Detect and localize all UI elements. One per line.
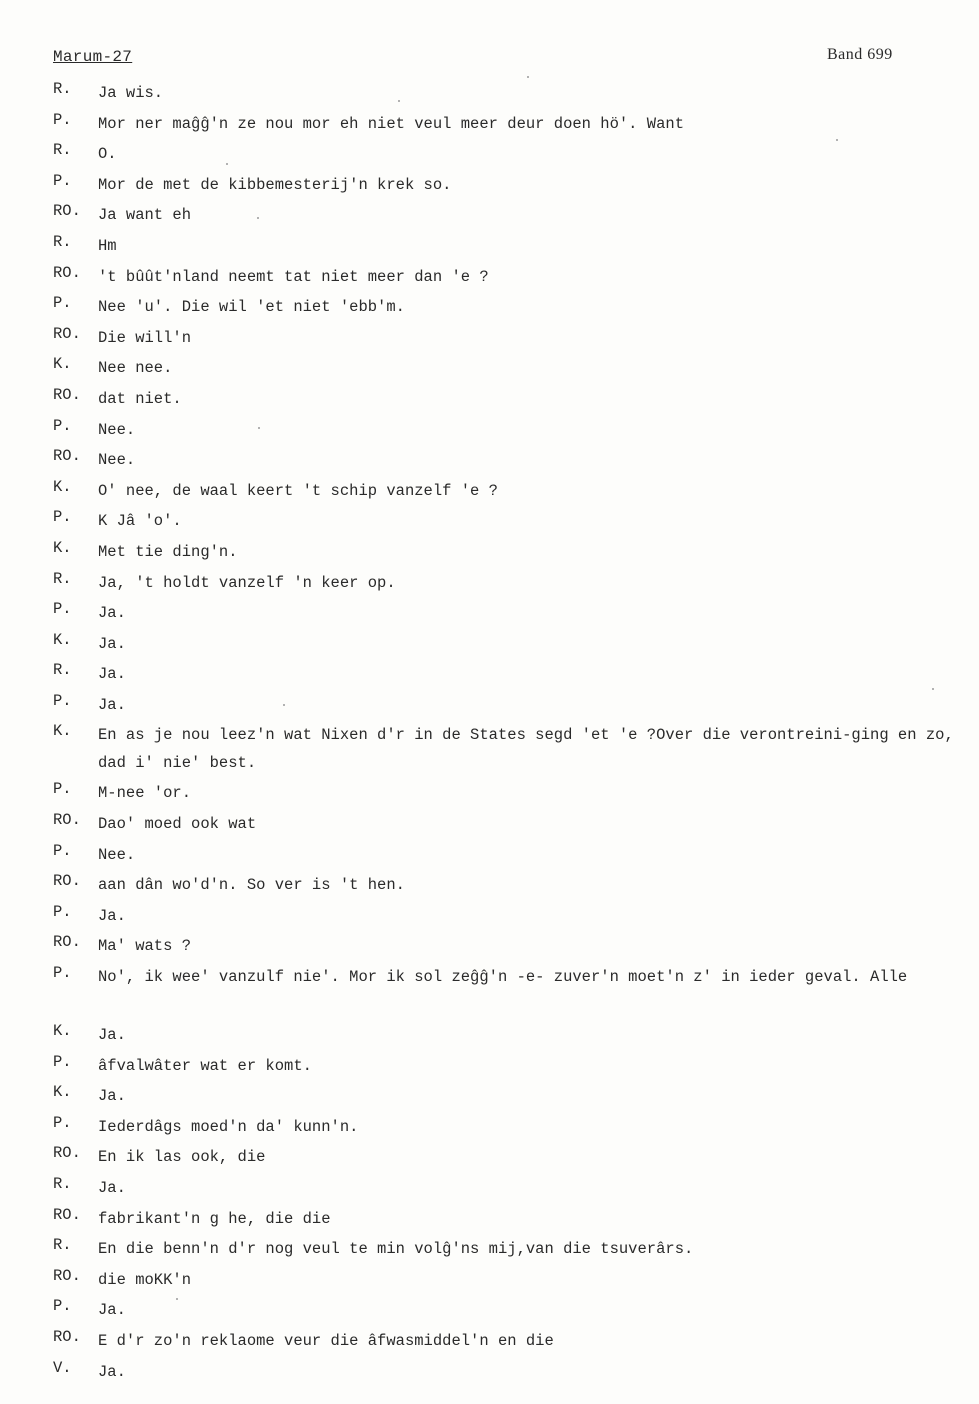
transcript-line	[53, 324, 968, 355]
utterance-text: M-nee 'or.	[98, 784, 192, 803]
transcript-line	[53, 691, 968, 722]
transcript-line	[53, 263, 968, 294]
transcript-line	[53, 385, 968, 416]
utterance-text: Met tie ding'n.	[98, 542, 238, 561]
scan-speck	[283, 704, 285, 706]
transcript-line	[53, 721, 968, 779]
transcript-line	[53, 538, 968, 569]
speaker-label: R.	[53, 1175, 72, 1193]
transcript-line	[53, 902, 968, 933]
scan-speck	[932, 688, 934, 690]
transcript-line	[53, 507, 968, 538]
transcript-line	[53, 963, 968, 1021]
utterance-text: Ma' wats ?	[98, 937, 192, 956]
speaker-label: K.	[53, 538, 72, 557]
scan-speck	[527, 76, 529, 78]
speaker-label: RO.	[53, 1266, 81, 1285]
speaker-label: R.	[53, 80, 72, 98]
transcript-line	[53, 779, 968, 810]
speaker-label: K.	[53, 477, 72, 496]
utterance-text: O' nee, de waal keert 't schip vanzelf 'e ?	[98, 481, 498, 500]
utterance-text: En die benn'n d'r nog veul te min volĝ'ns mij,van die tsuverârs.	[98, 1240, 694, 1259]
utterance-text: O.	[98, 145, 117, 164]
utterance-text: Ja.	[98, 604, 126, 623]
utterance-text: Ja wis.	[98, 84, 164, 102]
utterance-text: âfvalwâter wat er komt.	[98, 1056, 312, 1075]
utterance-text: Dao' moed ook wat	[98, 815, 257, 834]
speaker-label: RO.	[53, 811, 81, 830]
utterance-text: Ja, 't holdt vanzelf 'n keer op.	[98, 573, 396, 592]
transcript-line	[53, 1052, 968, 1083]
utterance-text: Ja.	[98, 1362, 126, 1381]
speaker-label: R.	[53, 141, 72, 160]
utterance-text: Nee 'u'. Die wil 'et niet 'ebb'm.	[98, 298, 405, 317]
utterance-text: die moKK'n	[98, 1270, 192, 1289]
transcript-id: Marum-27	[53, 48, 133, 66]
utterance-text: Ja.	[98, 1087, 126, 1106]
utterance-text: Ja.	[98, 906, 126, 925]
speaker-label: RO.	[53, 385, 81, 404]
transcript-line	[53, 1174, 968, 1205]
utterance-text: Nee.	[98, 420, 136, 439]
scan-speck	[257, 217, 259, 219]
speaker-label: P.	[53, 110, 72, 129]
utterance-text: Nee.	[98, 451, 136, 470]
speaker-label: RO.	[53, 1144, 81, 1163]
transcript-line	[53, 232, 968, 263]
transcript-line	[53, 1143, 968, 1174]
speaker-label: RO.	[53, 263, 81, 282]
utterance-text: Die will'n	[98, 328, 192, 347]
utterance-text: Ja.	[98, 634, 126, 653]
speaker-label: K.	[53, 630, 72, 649]
utterance-text: Hm	[98, 236, 117, 255]
speaker-label: K.	[53, 722, 72, 741]
speaker-label: P.	[53, 1113, 72, 1132]
transcript-line	[53, 569, 968, 600]
transcript-line	[53, 841, 968, 872]
speaker-label: R.	[53, 1236, 72, 1255]
utterance-text: Nee.	[98, 845, 136, 864]
utterance-text: Mor ner maĝĝ'n ze nou mor eh niet veul meer deur doen hö'. Want	[98, 114, 684, 133]
speaker-label: R.	[53, 661, 72, 680]
speaker-label: V.	[53, 1358, 72, 1377]
speaker-label: RO.	[53, 933, 81, 952]
speaker-label: P.	[53, 691, 72, 710]
utterance-text: Iederdâgs moed'n da' kunn'n.	[98, 1117, 359, 1136]
scan-speck	[398, 100, 400, 102]
speaker-label: RO.	[53, 1327, 81, 1346]
speaker-label: P.	[53, 964, 72, 983]
scan-speck	[176, 1298, 178, 1300]
transcript-line	[53, 171, 968, 202]
utterance-text: En as je nou leez'n wat Nixen d'r in de States segd 'et 'e ?Over die verontreini-ging en zo, dad i' nie' best.	[98, 726, 954, 773]
transcript-line	[53, 1235, 968, 1266]
speaker-label: R.	[53, 232, 72, 251]
transcript-line	[53, 660, 968, 691]
speaker-label: P.	[53, 780, 72, 799]
speaker-label: K.	[53, 1083, 72, 1102]
speaker-label: K.	[53, 355, 72, 374]
transcript-body	[53, 79, 968, 1388]
speaker-label: P.	[53, 600, 72, 619]
speaker-label: RO.	[53, 872, 81, 891]
band-number: Band 699	[827, 46, 893, 63]
utterance-text: Nee nee.	[98, 359, 173, 378]
utterance-text: Ja.	[98, 1301, 126, 1320]
utterance-text: Ja.	[98, 695, 126, 714]
transcript-line	[53, 201, 968, 232]
utterance-text: Ja.	[98, 665, 126, 684]
speaker-label: P.	[53, 902, 72, 921]
transcript-line	[53, 79, 968, 110]
speaker-label: P.	[53, 294, 72, 313]
transcript-line	[53, 1021, 968, 1052]
utterance-text: Ja want eh	[98, 206, 192, 225]
speaker-label: K.	[53, 1022, 72, 1041]
transcript-line	[53, 1358, 968, 1389]
transcript-line	[53, 1327, 968, 1358]
transcript-line	[53, 810, 968, 841]
transcript-line	[53, 354, 968, 385]
speaker-label: P.	[53, 1297, 72, 1316]
speaker-label: RO.	[53, 1205, 81, 1224]
speaker-label: P.	[53, 171, 72, 190]
utterance-text: 't bûût'nland neemt tat niet meer dan 'e ?	[98, 267, 489, 286]
utterance-text: En ik las ook, die	[98, 1148, 266, 1167]
utterance-text: fabrikant'n g he, die die	[98, 1209, 331, 1228]
scan-speck	[258, 427, 260, 429]
transcript-line	[53, 140, 968, 171]
transcript-line	[53, 630, 968, 661]
speaker-label: P.	[53, 416, 72, 435]
transcript-line	[53, 416, 968, 447]
transcript-line	[53, 1205, 968, 1236]
speaker-label: R.	[53, 569, 72, 588]
utterance-text: aan dân wo'd'n. So ver is 't hen.	[98, 876, 405, 895]
speaker-label: RO.	[53, 324, 81, 343]
utterance-text: Ja.	[98, 1179, 126, 1197]
transcript-line	[53, 599, 968, 630]
utterance-text: dat niet.	[98, 389, 182, 408]
transcript-line	[53, 110, 968, 141]
transcript-line	[53, 293, 968, 324]
transcript-line	[53, 932, 968, 963]
utterance-text: Ja.	[98, 1026, 126, 1045]
utterance-text: Mor de met de kibbemesterij'n krek so.	[98, 175, 452, 194]
transcript-line	[53, 1296, 968, 1327]
utterance-text: K Jâ 'o'.	[98, 512, 182, 531]
scan-speck	[836, 139, 838, 141]
speaker-label: P.	[53, 1052, 72, 1071]
transcript-line	[53, 1266, 968, 1297]
utterance-text: No', ik wee' vanzulf nie'. Mor ik sol zeĝĝ'n -e- zuver'n moet'n z' in ieder geval. Alle	[98, 968, 908, 987]
transcript-line	[53, 1082, 968, 1113]
transcript-line	[53, 446, 968, 477]
utterance-text: E d'r zo'n reklaome veur die âfwasmiddel'n en die	[98, 1331, 554, 1350]
speaker-label: P.	[53, 508, 72, 527]
speaker-label: P.	[53, 841, 72, 860]
scan-speck	[226, 163, 228, 165]
transcript-line	[53, 871, 968, 902]
transcript-line	[53, 477, 968, 508]
transcript-line	[53, 1113, 968, 1144]
speaker-label: RO.	[53, 447, 81, 466]
speaker-label: RO.	[53, 202, 81, 221]
